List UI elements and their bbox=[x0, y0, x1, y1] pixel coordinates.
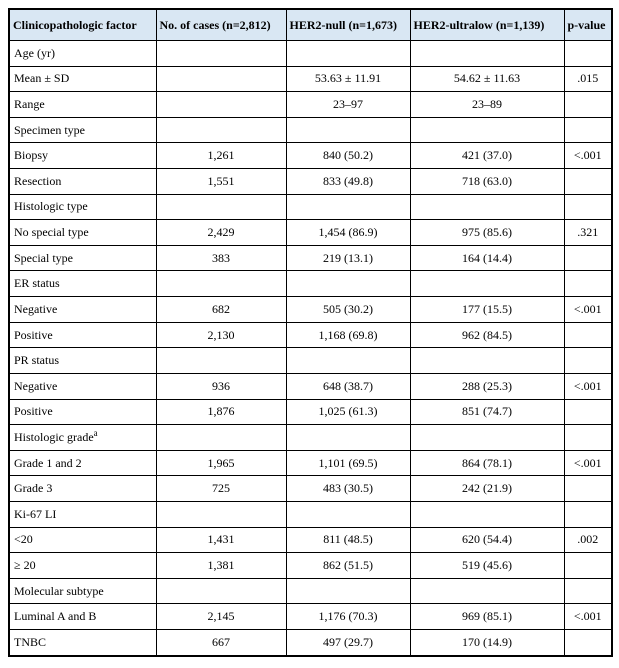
cases-cell bbox=[156, 501, 286, 527]
factor-cell: Positive bbox=[9, 399, 156, 425]
table-row bbox=[9, 630, 612, 656]
p-value-cell bbox=[564, 92, 612, 118]
her2-ultralow-cell: 519 (45.6) bbox=[410, 553, 564, 579]
her2-ultralow-cell: 23–89 bbox=[410, 92, 564, 118]
p-value-cell bbox=[564, 501, 612, 527]
her2-ultralow-cell bbox=[410, 348, 564, 374]
cases-cell bbox=[156, 425, 286, 451]
cases-cell: 2,145 bbox=[156, 604, 286, 630]
her2-ultralow-cell: 421 (37.0) bbox=[410, 143, 564, 169]
her2-null-cell bbox=[286, 41, 410, 67]
table-row bbox=[9, 66, 612, 92]
table-header bbox=[9, 9, 612, 41]
her2-null-cell bbox=[286, 578, 410, 604]
p-value-cell: .002 bbox=[564, 527, 612, 553]
table-row bbox=[9, 220, 612, 246]
p-value-cell bbox=[564, 194, 612, 220]
p-value-cell bbox=[564, 348, 612, 374]
her2-ultralow-cell: 177 (15.5) bbox=[410, 297, 564, 323]
header-cell-her2-ultralow: HER2-ultralow (n=1,139) bbox=[410, 9, 564, 41]
header-cell-her2-null: HER2-null (n=1,673) bbox=[286, 9, 410, 41]
section-row bbox=[9, 41, 612, 67]
factor-cell: Luminal A and B bbox=[9, 604, 156, 630]
header-cell-p-value: p-value bbox=[564, 9, 612, 41]
table-row bbox=[9, 527, 612, 553]
her2-null-cell bbox=[286, 271, 410, 297]
cases-cell: 1,551 bbox=[156, 169, 286, 195]
table-body bbox=[9, 41, 612, 657]
cases-cell: 1,431 bbox=[156, 527, 286, 553]
table-row bbox=[9, 245, 612, 271]
her2-ultralow-cell bbox=[410, 271, 564, 297]
her2-ultralow-cell: 975 (85.6) bbox=[410, 220, 564, 246]
factor-cell: Negative bbox=[9, 373, 156, 399]
her2-null-cell: 219 (13.1) bbox=[286, 245, 410, 271]
her2-null-cell: 833 (49.8) bbox=[286, 169, 410, 195]
section-row bbox=[9, 501, 612, 527]
table-row bbox=[9, 322, 612, 348]
cases-cell: 1,261 bbox=[156, 143, 286, 169]
section-row bbox=[9, 348, 612, 374]
cases-cell: 725 bbox=[156, 476, 286, 502]
her2-null-cell bbox=[286, 501, 410, 527]
section-row bbox=[9, 578, 612, 604]
table-row bbox=[9, 604, 612, 630]
factor-cell: ≥ 20 bbox=[9, 553, 156, 579]
clinicopathologic-table bbox=[8, 8, 613, 657]
factor-cell: Negative bbox=[9, 297, 156, 323]
table-row bbox=[9, 92, 612, 118]
table-row bbox=[9, 399, 612, 425]
factor-cell: PR status bbox=[9, 348, 156, 374]
her2-null-cell bbox=[286, 425, 410, 451]
factor-cell: Molecular subtype bbox=[9, 578, 156, 604]
her2-ultralow-cell: 718 (63.0) bbox=[410, 169, 564, 195]
p-value-cell: .321 bbox=[564, 220, 612, 246]
factor-cell: ER status bbox=[9, 271, 156, 297]
her2-null-cell: 840 (50.2) bbox=[286, 143, 410, 169]
p-value-cell: <.001 bbox=[564, 143, 612, 169]
p-value-cell bbox=[564, 578, 612, 604]
her2-null-cell bbox=[286, 348, 410, 374]
cases-cell: 383 bbox=[156, 245, 286, 271]
factor-cell: Resection bbox=[9, 169, 156, 195]
her2-null-cell: 811 (48.5) bbox=[286, 527, 410, 553]
factor-cell: Positive bbox=[9, 322, 156, 348]
factor-cell: <20 bbox=[9, 527, 156, 553]
her2-null-cell: 505 (30.2) bbox=[286, 297, 410, 323]
factor-cell: Grade 1 and 2 bbox=[9, 450, 156, 476]
cases-cell: 2,130 bbox=[156, 322, 286, 348]
p-value-cell bbox=[564, 117, 612, 143]
p-value-cell bbox=[564, 630, 612, 656]
her2-null-cell: 1,101 (69.5) bbox=[286, 450, 410, 476]
her2-null-cell bbox=[286, 117, 410, 143]
cases-cell: 1,876 bbox=[156, 399, 286, 425]
table-row bbox=[9, 297, 612, 323]
p-value-cell bbox=[564, 553, 612, 579]
table-row bbox=[9, 373, 612, 399]
p-value-cell bbox=[564, 322, 612, 348]
factor-cell: Histologic type bbox=[9, 194, 156, 220]
table-row bbox=[9, 553, 612, 579]
factor-cell: Ki-67 LI bbox=[9, 501, 156, 527]
cases-cell bbox=[156, 194, 286, 220]
cases-cell: 2,429 bbox=[156, 220, 286, 246]
p-value-cell bbox=[564, 476, 612, 502]
her2-null-cell: 483 (30.5) bbox=[286, 476, 410, 502]
p-value-cell: <.001 bbox=[564, 450, 612, 476]
cases-cell bbox=[156, 117, 286, 143]
cases-cell bbox=[156, 41, 286, 67]
her2-null-cell: 862 (51.5) bbox=[286, 553, 410, 579]
her2-null-cell: 53.63 ± 11.91 bbox=[286, 66, 410, 92]
cases-cell bbox=[156, 271, 286, 297]
p-value-cell: <.001 bbox=[564, 373, 612, 399]
p-value-cell: .015 bbox=[564, 66, 612, 92]
her2-null-cell: 648 (38.7) bbox=[286, 373, 410, 399]
factor-cell: Specimen type bbox=[9, 117, 156, 143]
her2-ultralow-cell: 962 (84.5) bbox=[410, 322, 564, 348]
factor-cell: Age (yr) bbox=[9, 41, 156, 67]
her2-ultralow-cell: 242 (21.9) bbox=[410, 476, 564, 502]
header-row bbox=[9, 9, 612, 41]
cases-cell bbox=[156, 348, 286, 374]
p-value-cell bbox=[564, 425, 612, 451]
factor-cell: Histologic grade$^a$ bbox=[9, 425, 156, 451]
p-value-cell bbox=[564, 41, 612, 67]
her2-null-cell: 1,168 (69.8) bbox=[286, 322, 410, 348]
her2-ultralow-cell bbox=[410, 41, 564, 67]
her2-ultralow-cell bbox=[410, 194, 564, 220]
her2-null-cell: 497 (29.7) bbox=[286, 630, 410, 656]
cases-cell bbox=[156, 578, 286, 604]
p-value-cell bbox=[564, 169, 612, 195]
factor-cell: Biopsy bbox=[9, 143, 156, 169]
her2-ultralow-cell: 54.62 ± 11.63 bbox=[410, 66, 564, 92]
her2-ultralow-cell: 851 (74.7) bbox=[410, 399, 564, 425]
p-value-cell bbox=[564, 399, 612, 425]
p-value-cell: <.001 bbox=[564, 297, 612, 323]
factor-cell: Grade 3 bbox=[9, 476, 156, 502]
factor-cell: TNBC bbox=[9, 630, 156, 656]
her2-null-cell: 1,176 (70.3) bbox=[286, 604, 410, 630]
p-value-cell bbox=[564, 245, 612, 271]
her2-ultralow-cell: 288 (25.3) bbox=[410, 373, 564, 399]
section-row bbox=[9, 194, 612, 220]
her2-ultralow-cell: 969 (85.1) bbox=[410, 604, 564, 630]
her2-ultralow-cell bbox=[410, 578, 564, 604]
section-row bbox=[9, 271, 612, 297]
factor-cell: Mean ± SD bbox=[9, 66, 156, 92]
her2-ultralow-cell: 164 (14.4) bbox=[410, 245, 564, 271]
p-value-cell bbox=[564, 271, 612, 297]
her2-null-cell: 23–97 bbox=[286, 92, 410, 118]
p-value-cell: <.001 bbox=[564, 604, 612, 630]
footnote-marker: a bbox=[93, 427, 98, 438]
cases-cell bbox=[156, 92, 286, 118]
header-cell-factor: Clinicopathologic factor bbox=[9, 9, 156, 41]
header-cell-cases: No. of cases (n=2,812) bbox=[156, 9, 286, 41]
factor-cell: Special type bbox=[9, 245, 156, 271]
her2-null-cell: 1,025 (61.3) bbox=[286, 399, 410, 425]
cases-cell: 1,965 bbox=[156, 450, 286, 476]
table-row bbox=[9, 143, 612, 169]
cases-cell: 936 bbox=[156, 373, 286, 399]
section-row bbox=[9, 425, 612, 451]
factor-cell: No special type bbox=[9, 220, 156, 246]
cases-cell: 682 bbox=[156, 297, 286, 323]
cases-cell: 667 bbox=[156, 630, 286, 656]
table-row bbox=[9, 476, 612, 502]
table-row bbox=[9, 169, 612, 195]
table-row bbox=[9, 450, 612, 476]
her2-null-cell bbox=[286, 194, 410, 220]
her2-ultralow-cell: 620 (54.4) bbox=[410, 527, 564, 553]
section-row bbox=[9, 117, 612, 143]
her2-ultralow-cell bbox=[410, 501, 564, 527]
her2-ultralow-cell: 170 (14.9) bbox=[410, 630, 564, 656]
her2-ultralow-cell: 864 (78.1) bbox=[410, 450, 564, 476]
her2-ultralow-cell bbox=[410, 117, 564, 143]
her2-ultralow-cell bbox=[410, 425, 564, 451]
factor-cell: Range bbox=[9, 92, 156, 118]
cases-cell bbox=[156, 66, 286, 92]
cases-cell: 1,381 bbox=[156, 553, 286, 579]
her2-null-cell: 1,454 (86.9) bbox=[286, 220, 410, 246]
